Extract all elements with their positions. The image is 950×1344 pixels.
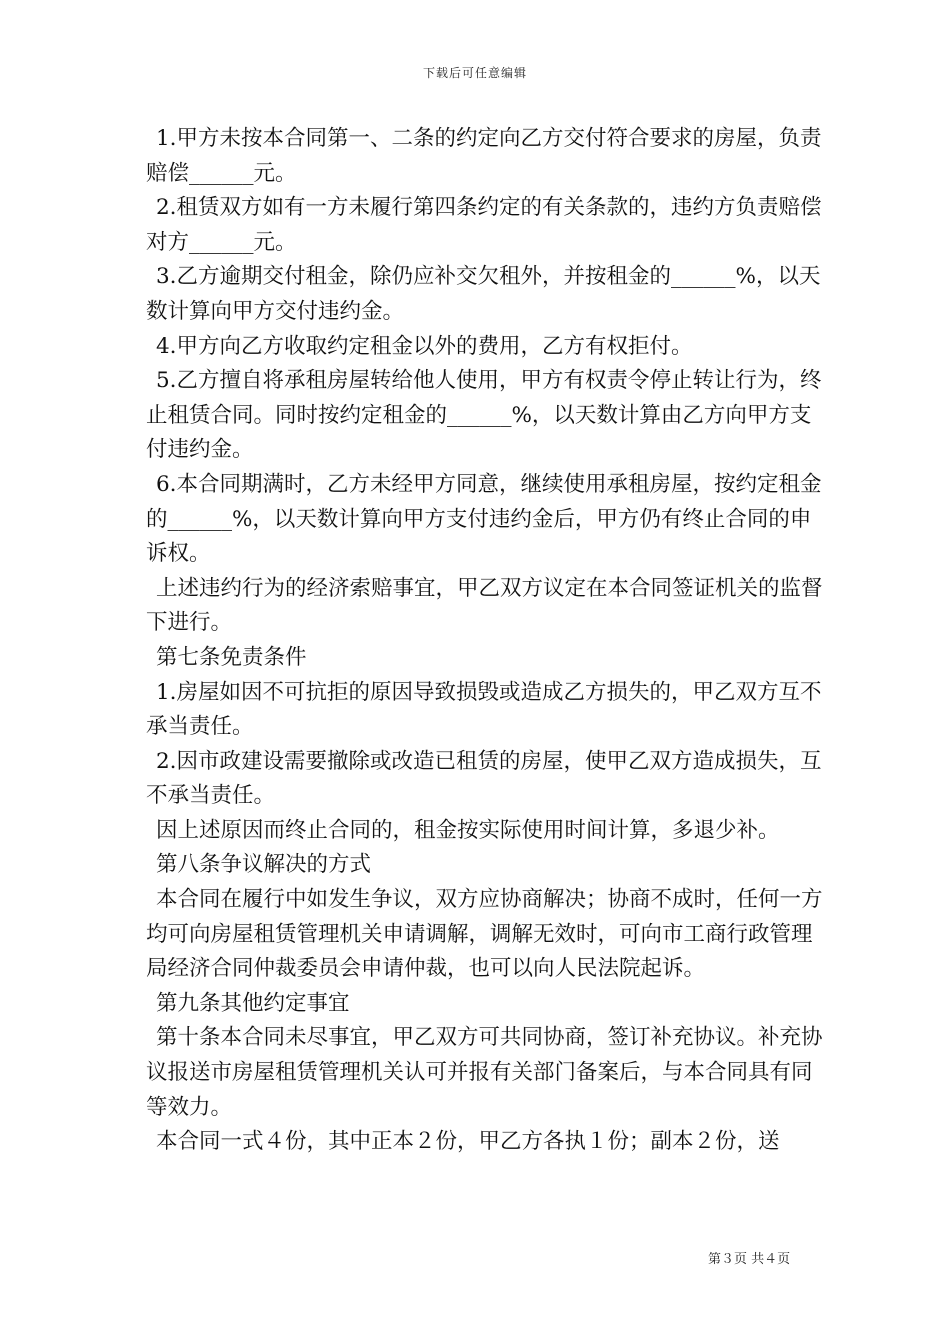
section-heading: 第八条争议解决的方式 bbox=[156, 852, 372, 878]
clause-paragraph: 因上述原因而终止合同的，租金按实际使用时间计算，多退少补。 bbox=[156, 817, 780, 843]
page-number: 第３页 共４页 bbox=[708, 1252, 791, 1267]
clause-paragraph: 上述违约行为的经济索赔事宜，甲乙双方议定在本合同签证机关的监督下进行。 bbox=[146, 575, 823, 636]
clause-paragraph: 6.本合同期满时，乙方未经甲方同意，继续使用承租房屋，按约定租金的______%，以天数计算向甲方支付违约金后，甲方仍有终止合同的申诉权。 bbox=[146, 471, 822, 567]
clause-paragraph: 2.租赁双方如有一方未履行第四条约定的有关条款的，违约方负责赔偿对方______元。 bbox=[146, 195, 822, 255]
clause-paragraph: 1.房屋如因不可抗拒的原因导致损毁或造成乙方损失的，甲乙双方互不承当责任。 bbox=[146, 679, 822, 740]
clause-paragraph: 1.甲方未按本合同第一、二条的约定向乙方交付符合要求的房屋，负责赔偿______元。 bbox=[146, 126, 822, 186]
clause-paragraph: 3.乙方逾期交付租金，除仍应补交欠租外，并按租金的______%，以天数计算向甲方交付违约金。 bbox=[146, 264, 821, 324]
clause-paragraph: 2.因市政建设需要撤除或改造已租赁的房屋，使甲乙双方造成损失，互不承当责任。 bbox=[146, 748, 822, 809]
page-header: 下载后可任意编辑 bbox=[422, 66, 527, 80]
section-heading: 第七条免责条件 bbox=[156, 644, 307, 670]
section-heading: 第九条其他约定事宜 bbox=[156, 990, 350, 1016]
clause-paragraph: 4.甲方向乙方收取约定租金以外的费用，乙方有权拒付。 bbox=[156, 333, 693, 359]
document-body bbox=[146, 122, 826, 1160]
clause-paragraph: 5.乙方擅自将承租房屋转给他人使用，甲方有权责令停止转让行为，终止租赁合同。同时按约定租金的______%，以天数计算由乙方向甲方支付违约金。 bbox=[146, 368, 822, 463]
clause-paragraph: 第十条本合同未尽事宜，甲乙双方可共同协商，签订补充协议。补充协议报送市房屋租赁管理机关认可并报有关部门备案后，与本合同具有同等效力。 bbox=[146, 1025, 823, 1120]
clause-paragraph: 本合同在履行中如发生争议，双方应协商解决；协商不成时，任何一方均可向房屋租赁管理机关申请调解，调解无效时，可向市工商行政管理局经济合同仲裁委员会申请仲裁，也可以向人民法院起诉。 bbox=[146, 887, 823, 982]
clause-paragraph: 本合同一式４份，其中正本２份，甲乙方各执１份；副本２份，送 bbox=[156, 1129, 780, 1155]
